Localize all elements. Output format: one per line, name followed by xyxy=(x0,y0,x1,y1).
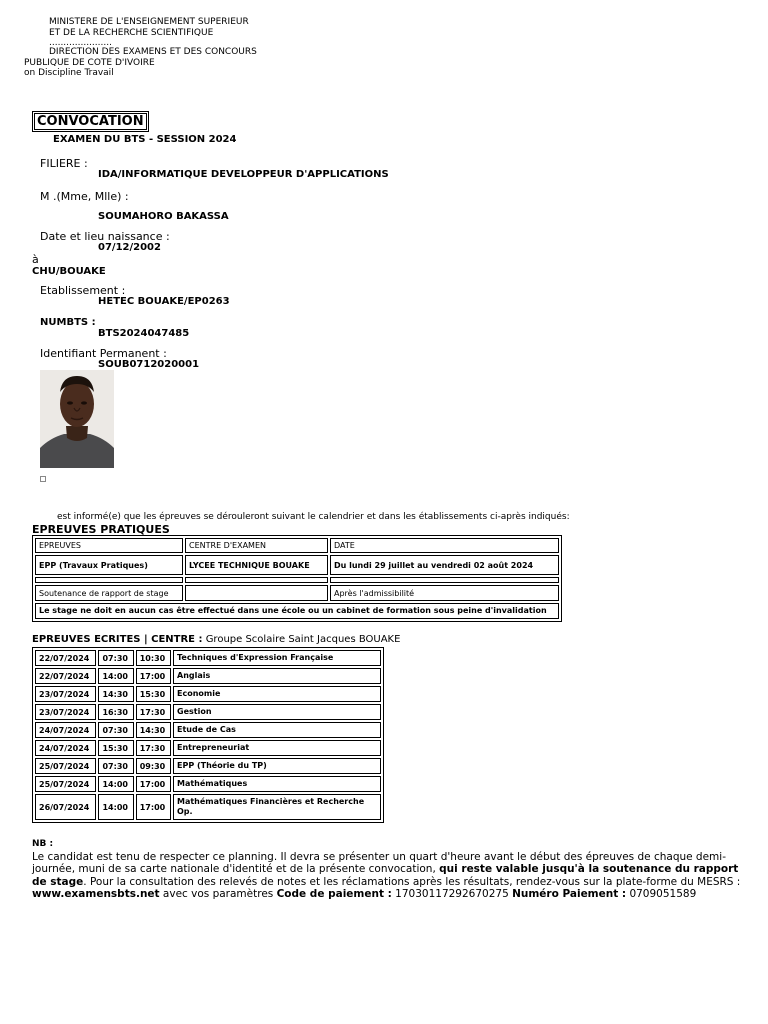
end-cell: 17:00 xyxy=(136,794,171,820)
nb-text-1: Le candidat est tenu de respecter ce planning. Il devra se présenter un quart d'heure avant le début des épreuves de chaque demi-journée, muni de sa carte nationale d'identité et de la présente convocation, xyxy=(32,850,726,875)
table-row xyxy=(35,603,559,619)
ministry-line1: MINISTERE DE L'ENSEIGNEMENT SUPERIEUR xyxy=(49,17,249,27)
ecrites-heading xyxy=(32,634,400,645)
ministry-line2: ET DE LA RECHERCHE SCIENTIFIQUE xyxy=(49,28,214,38)
ecrites-table xyxy=(32,647,384,823)
end-cell: 17:30 xyxy=(136,740,171,756)
subject-cell: Techniques d'Expression Française xyxy=(173,650,381,666)
site-link[interactable]: www.examensbts.net xyxy=(32,888,160,900)
header-cell: DATE xyxy=(330,538,559,553)
table-cell xyxy=(185,577,328,583)
start-cell: 07:30 xyxy=(98,722,133,738)
table-cell xyxy=(185,585,328,601)
subject-cell: Mathématiques xyxy=(173,776,381,792)
table-row xyxy=(35,776,381,792)
numbts-value: BTS2024047485 xyxy=(98,328,190,339)
numero-paiement-label: Numéro Paiement : xyxy=(512,888,627,900)
date-cell: 25/07/2024 xyxy=(35,776,96,792)
table-row-spacer xyxy=(35,577,559,583)
table-cell: Après l'admissibilité xyxy=(330,585,559,601)
table-cell: Du lundi 29 juillet au vendredi 02 août 2024 xyxy=(330,555,559,575)
birth-date: 07/12/2002 xyxy=(98,242,161,253)
subject-cell: Etude de Cas xyxy=(173,722,381,738)
direction-line: DIRECTION DES EXAMENS ET DES CONCOURS xyxy=(49,47,257,57)
numbts-label: NUMBTS : xyxy=(40,317,96,328)
birth-a: à xyxy=(32,253,39,266)
filiere-label: FILIERE : xyxy=(40,157,88,170)
table-row xyxy=(35,758,381,774)
table-row xyxy=(35,555,559,575)
start-cell: 14:00 xyxy=(98,794,133,820)
republic-line: PUBLIQUE DE COTE D'IVOIRE xyxy=(24,58,155,68)
date-cell: 23/07/2024 xyxy=(35,704,96,720)
header-cell: EPREUVES xyxy=(35,538,183,553)
table-row xyxy=(35,740,381,756)
start-cell: 14:30 xyxy=(98,686,133,702)
subject-cell: Gestion xyxy=(173,704,381,720)
name-value: SOUMAHORO BAKASSA xyxy=(98,211,229,222)
nb-section xyxy=(32,838,742,901)
end-cell: 14:30 xyxy=(136,722,171,738)
candidate-photo xyxy=(40,370,114,468)
end-cell: 17:30 xyxy=(136,704,171,720)
code-paiement-label: Code de paiement : xyxy=(276,888,392,900)
date-cell: 22/07/2024 xyxy=(35,650,96,666)
table-row xyxy=(35,650,381,666)
motto-line: on Discipline Travail xyxy=(24,68,114,78)
start-cell: 16:30 xyxy=(98,704,133,720)
end-cell: 17:00 xyxy=(136,776,171,792)
table-cell xyxy=(330,577,559,583)
birth-place: CHU/BOUAKE xyxy=(32,266,106,277)
ecrites-centre: Groupe Scolaire Saint Jacques BOUAKE xyxy=(205,634,401,645)
convocation-title: CONVOCATION xyxy=(32,111,149,132)
pratiques-title: EPREUVES PRATIQUES xyxy=(32,523,170,536)
end-cell: 09:30 xyxy=(136,758,171,774)
start-cell: 07:30 xyxy=(98,758,133,774)
subject-cell: Entrepreneuriat xyxy=(173,740,381,756)
header-dots: ...................... xyxy=(49,38,112,48)
table-cell: Soutenance de rapport de stage xyxy=(35,585,183,601)
subject-cell: Anglais xyxy=(173,668,381,684)
id-permanent-label: Identifiant Permanent : xyxy=(40,347,167,360)
table-cell: LYCEE TECHNIQUE BOUAKE xyxy=(185,555,328,575)
header-cell: CENTRE D'EXAMEN xyxy=(185,538,328,553)
date-cell: 24/07/2024 xyxy=(35,722,96,738)
table-row xyxy=(35,585,559,601)
intro-text: est informé(e) que les épreuves se dérouleront suivant le calendrier et dans les établissements ci-après indiqués: xyxy=(57,512,570,522)
pratiques-table xyxy=(32,535,562,622)
subject-cell: Mathématiques Financières et Recherche Op. xyxy=(173,794,381,820)
etablissement-label: Etablissement : xyxy=(40,284,126,297)
numero-paiement-value: 0709051589 xyxy=(626,888,697,900)
end-cell: 10:30 xyxy=(136,650,171,666)
start-cell: 15:30 xyxy=(98,740,133,756)
table-row xyxy=(35,686,381,702)
small-checkbox-icon xyxy=(40,476,46,482)
etablissement-value: HETEC BOUAKE/EP0263 xyxy=(98,296,230,307)
end-cell: 17:00 xyxy=(136,668,171,684)
nb-text-2: . Pour la consultation des relevés de notes et les réclamations après les résultats, rendez-vous sur la plate-forme du MESRS : xyxy=(83,875,741,888)
table-row xyxy=(35,704,381,720)
date-cell: 24/07/2024 xyxy=(35,740,96,756)
id-permanent-value: SOUB0712020001 xyxy=(98,359,200,370)
birth-label: Date et lieu naissance : xyxy=(40,230,170,243)
exam-subtitle: EXAMEN DU BTS - SESSION 2024 xyxy=(53,134,237,145)
table-cell xyxy=(35,577,183,583)
subject-cell: EPP (Théorie du TP) xyxy=(173,758,381,774)
nb-bold-1: qui reste valable jusqu'à la soutenance du rapport de stage xyxy=(32,863,739,888)
nb-label: NB : xyxy=(32,839,54,849)
table-row xyxy=(35,722,381,738)
start-cell: 07:30 xyxy=(98,650,133,666)
name-label: M .(Mme, Mlle) : xyxy=(40,190,129,203)
table-row xyxy=(35,794,381,820)
date-cell: 26/07/2024 xyxy=(35,794,96,820)
date-cell: 25/07/2024 xyxy=(35,758,96,774)
table-row xyxy=(35,668,381,684)
code-paiement-value: 17030117292670275 xyxy=(391,888,513,900)
date-cell: 22/07/2024 xyxy=(35,668,96,684)
subject-cell: Economie xyxy=(173,686,381,702)
ecrites-title: EPREUVES ECRITES | CENTRE : xyxy=(32,634,203,645)
table-row xyxy=(35,538,559,553)
table-cell: EPP (Travaux Pratiques) xyxy=(35,555,183,575)
nb-paragraph xyxy=(32,851,742,901)
start-cell: 14:00 xyxy=(98,776,133,792)
filiere-value: IDA/INFORMATIQUE DEVELOPPEUR D'APPLICATIONS xyxy=(98,169,389,180)
nb-text-3: avec vos paramètres xyxy=(159,888,277,900)
date-cell: 23/07/2024 xyxy=(35,686,96,702)
start-cell: 14:00 xyxy=(98,668,133,684)
stage-note: Le stage ne doit en aucun cas être effectué dans une école ou un cabinet de formation sous peine d'invalidation xyxy=(35,603,559,619)
end-cell: 15:30 xyxy=(136,686,171,702)
